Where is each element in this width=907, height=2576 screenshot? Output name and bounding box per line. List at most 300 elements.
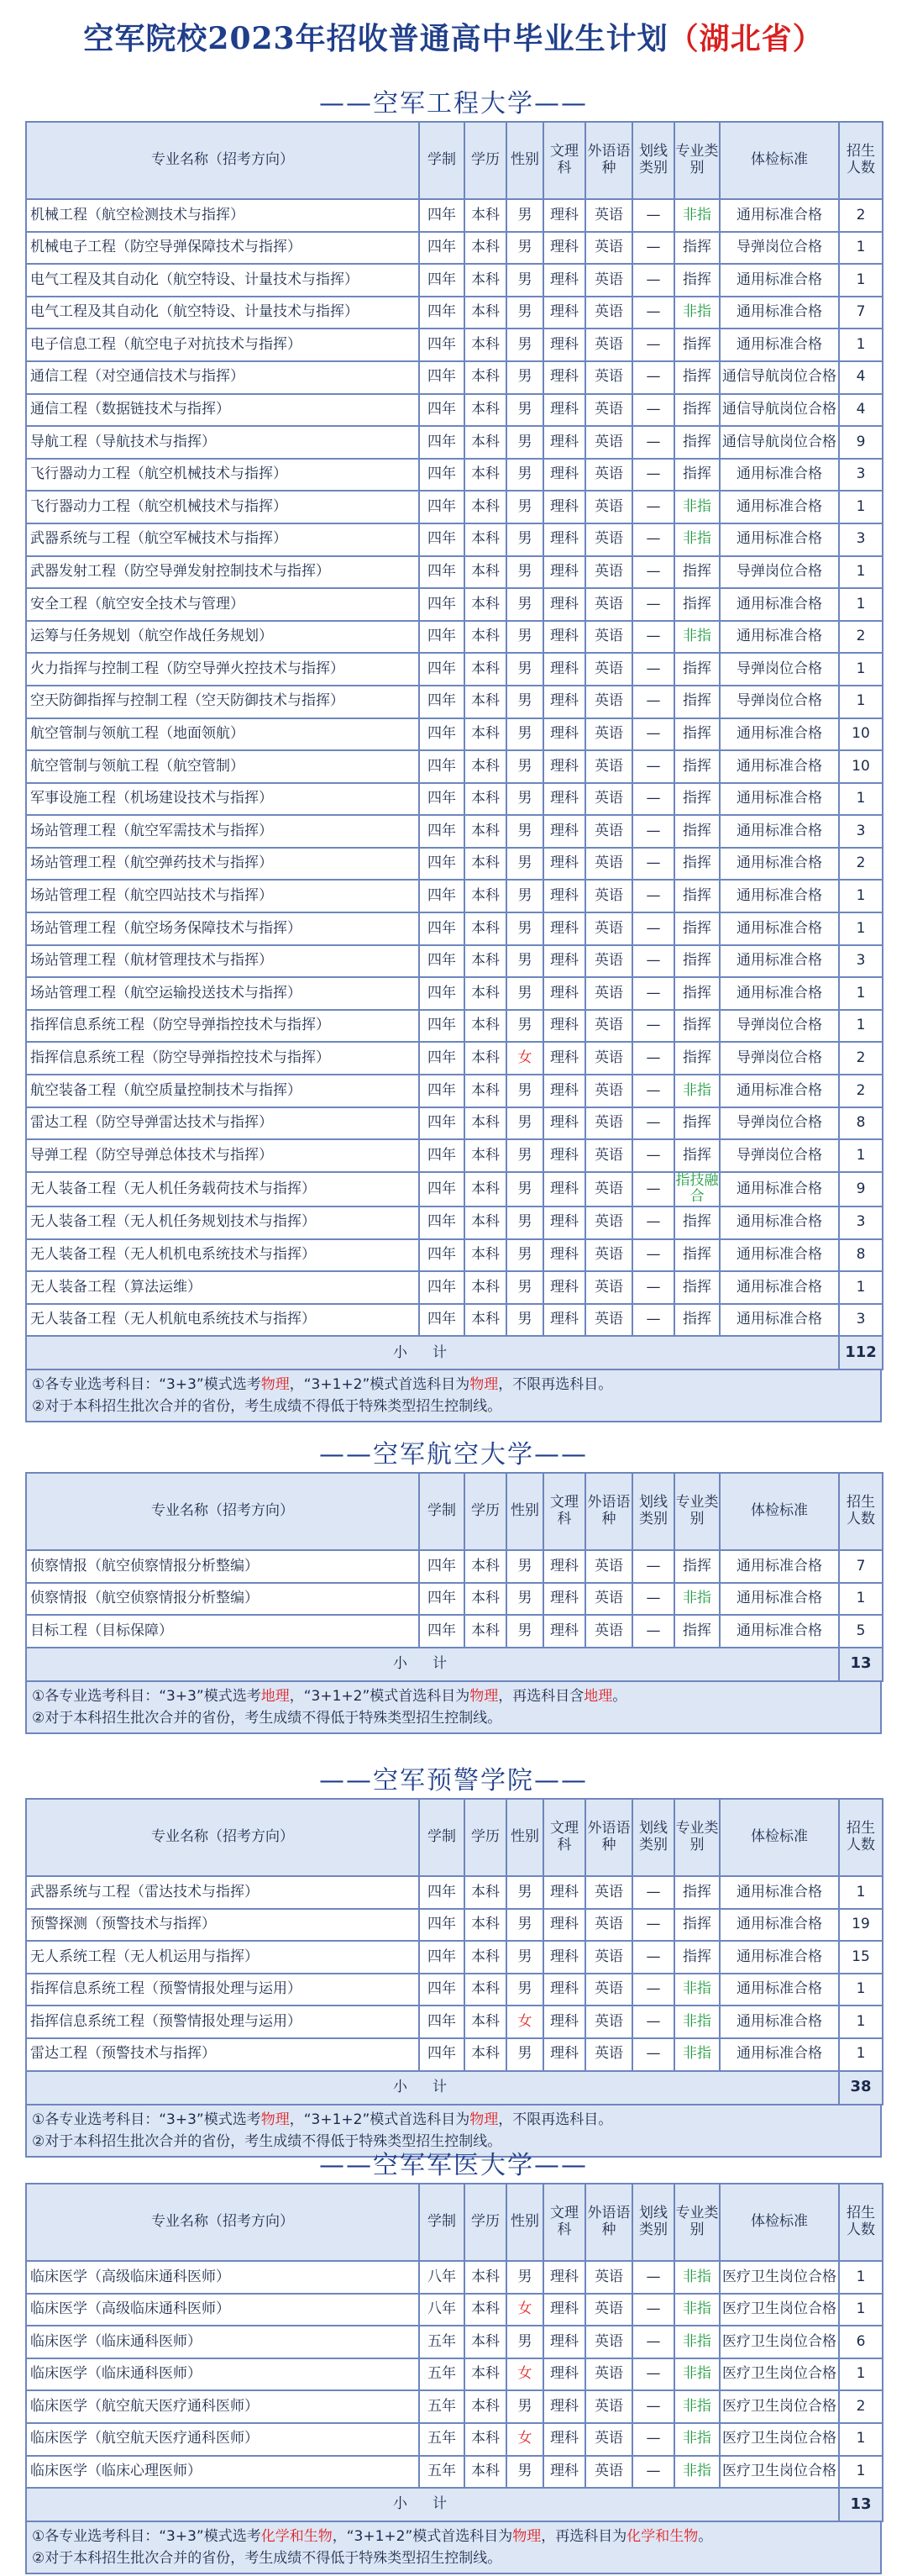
notes-box: [25, 1682, 882, 1734]
cell-physical-standard: 通用标准合格: [720, 783, 839, 816]
cell-enrollment: 1: [839, 329, 883, 361]
note-highlight: 地理: [584, 1687, 613, 1705]
cell-degree: 本科: [464, 1239, 506, 1272]
cell-language: 英语: [585, 653, 632, 686]
cell-major-name: 指挥信息系统工程（防空导弹指控技术与指挥）: [26, 1042, 419, 1075]
cell-degree: 本科: [464, 1107, 506, 1140]
cell-score-line: —: [632, 361, 674, 394]
cell-enrollment: 1: [839, 491, 883, 523]
cell-subject-type: 理科: [543, 2006, 585, 2038]
cell-subject-type: 理科: [543, 686, 585, 718]
table-row: [26, 588, 883, 621]
cell-major-category: 指挥: [674, 1941, 720, 1974]
cell-score-line: —: [632, 1042, 674, 1075]
cell-duration: 四年: [419, 1207, 464, 1239]
cell-major-name: 电子信息工程（航空电子对抗技术与指挥）: [26, 329, 419, 361]
cell-enrollment: 1: [839, 653, 883, 686]
cell-subject-type: 理科: [543, 2456, 585, 2489]
cell-major-name: 运筹与任务规划（航空作战任务规划）: [26, 621, 419, 654]
header-physical-standard: 体检标准: [720, 1799, 839, 1876]
cell-degree: 本科: [464, 394, 506, 427]
cell-language: 英语: [585, 1239, 632, 1272]
cell-score-line: —: [632, 1139, 674, 1172]
cell-language: 英语: [585, 588, 632, 621]
note-highlight: 地理: [260, 1687, 290, 1705]
table-row: [26, 1010, 883, 1043]
cell-enrollment: 2: [839, 1075, 883, 1107]
cell-subject-type: 理科: [543, 1583, 585, 1616]
cell-duration: 四年: [419, 912, 464, 945]
cell-major-category: 非指: [674, 2326, 720, 2358]
cell-gender: 男: [506, 1139, 543, 1172]
cell-physical-standard: 通用标准合格: [720, 523, 839, 556]
cell-gender: 男: [506, 1207, 543, 1239]
cell-physical-standard: 通用标准合格: [720, 848, 839, 881]
cell-enrollment: 1: [839, 2423, 883, 2456]
cell-language: 英语: [585, 977, 632, 1010]
header-subject-type: 文理科: [543, 1799, 585, 1876]
note-text: ①各专业选考科目：“3+3”模式选考: [32, 1687, 261, 1705]
cell-enrollment: 3: [839, 459, 883, 492]
cell-language: 英语: [585, 750, 632, 783]
cell-enrollment: 1: [839, 1974, 883, 2006]
cell-duration: 四年: [419, 588, 464, 621]
cell-language: 英语: [585, 361, 632, 394]
cell-gender: 男: [506, 945, 543, 978]
cell-subject-type: 理科: [543, 426, 585, 459]
cell-degree: 本科: [464, 1042, 506, 1075]
school-title: ——空军工程大学——: [319, 89, 588, 118]
cell-enrollment: 1: [839, 2038, 883, 2071]
cell-gender: 男: [506, 1550, 543, 1583]
cell-subject-type: 理科: [543, 297, 585, 329]
subtotal-row: [26, 1336, 883, 1369]
cell-major-name: 指挥信息系统工程（预警情报处理与运用）: [26, 2006, 419, 2038]
cell-score-line: —: [632, 2006, 674, 2038]
cell-physical-standard: 通用标准合格: [720, 1304, 839, 1337]
cell-language: 英语: [585, 912, 632, 945]
cell-physical-standard: 通用标准合格: [720, 491, 839, 523]
cell-score-line: —: [632, 2294, 674, 2326]
cell-enrollment: 2: [839, 621, 883, 654]
header-gender: 性别: [506, 1799, 543, 1876]
cell-score-line: —: [632, 848, 674, 881]
page-title-main: 空军院校2023年招收普通高中毕业生计划: [83, 21, 668, 56]
cell-enrollment: 10: [839, 718, 883, 751]
cell-gender: 男: [506, 2326, 543, 2358]
cell-degree: 本科: [464, 1139, 506, 1172]
cell-physical-standard: 导弹岗位合格: [720, 1139, 839, 1172]
table-row: [26, 750, 883, 783]
cell-subject-type: 理科: [543, 1909, 585, 1942]
note-text: ，不限再选科目。: [498, 2111, 613, 2128]
cell-major-name: 指挥信息系统工程（防空导弹指控技术与指挥）: [26, 1010, 419, 1043]
table-header-row: [26, 2184, 883, 2261]
cell-language: 英语: [585, 718, 632, 751]
cell-enrollment: 1: [839, 1583, 883, 1616]
cell-enrollment: 2: [839, 199, 883, 232]
cell-physical-standard: 导弹岗位合格: [720, 1107, 839, 1140]
cell-duration: 八年: [419, 2294, 464, 2326]
cell-major-category: 指挥: [674, 945, 720, 978]
cell-duration: 四年: [419, 1010, 464, 1043]
cell-gender: 女: [506, 2006, 543, 2038]
cell-language: 英语: [585, 2390, 632, 2423]
cell-gender: 女: [506, 2358, 543, 2391]
cell-major-category: 非指: [674, 2390, 720, 2423]
header-score-line: 划线类别: [632, 1473, 674, 1550]
cell-score-line: —: [632, 815, 674, 848]
cell-gender: 男: [506, 459, 543, 492]
table-row: [26, 2294, 883, 2326]
table-row: [26, 329, 883, 361]
cell-major-name: 雷达工程（预警技术与指挥）: [26, 2038, 419, 2071]
cell-subject-type: 理科: [543, 2326, 585, 2358]
cell-major-name: 机械电子工程（防空导弹保障技术与指挥）: [26, 232, 419, 265]
cell-enrollment: 9: [839, 426, 883, 459]
cell-degree: 本科: [464, 1207, 506, 1239]
cell-physical-standard: 通用标准合格: [720, 588, 839, 621]
cell-gender: 女: [506, 2423, 543, 2456]
cell-enrollment: 4: [839, 394, 883, 427]
cell-physical-standard: 通用标准合格: [720, 1075, 839, 1107]
cell-physical-standard: 通用标准合格: [720, 880, 839, 912]
cell-major-name: 临床医学（高级临床通科医师）: [26, 2261, 419, 2294]
cell-score-line: —: [632, 945, 674, 978]
cell-degree: 本科: [464, 880, 506, 912]
table-row: [26, 394, 883, 427]
cell-physical-standard: 医疗卫生岗位合格: [720, 2261, 839, 2294]
cell-major-category: 指挥: [674, 1107, 720, 1140]
cell-physical-standard: 通用标准合格: [720, 297, 839, 329]
cell-subject-type: 理科: [543, 588, 585, 621]
cell-gender: 男: [506, 1239, 543, 1272]
table-row: [26, 1974, 883, 2006]
cell-major-category: 指挥: [674, 1207, 720, 1239]
cell-gender: 男: [506, 1876, 543, 1909]
cell-degree: 本科: [464, 1974, 506, 2006]
header-subject-type: 文理科: [543, 122, 585, 199]
header-degree: 学历: [464, 1799, 506, 1876]
cell-enrollment: 3: [839, 523, 883, 556]
cell-score-line: —: [632, 2326, 674, 2358]
cell-language: 英语: [585, 2261, 632, 2294]
cell-major-name: 临床医学（航空航天医疗通科医师）: [26, 2390, 419, 2423]
cell-degree: 本科: [464, 1271, 506, 1304]
page-title: [0, 15, 907, 58]
cell-language: 英语: [585, 1139, 632, 1172]
cell-language: 英语: [585, 2294, 632, 2326]
cell-enrollment: 1: [839, 783, 883, 816]
cell-degree: 本科: [464, 232, 506, 265]
cell-language: 英语: [585, 1615, 632, 1648]
cell-subject-type: 理科: [543, 394, 585, 427]
table-row: [26, 1271, 883, 1304]
cell-major-category: 非指: [674, 2358, 720, 2391]
cell-physical-standard: 导弹岗位合格: [720, 556, 839, 589]
school-section-engineering: [25, 87, 882, 1422]
cell-enrollment: 1: [839, 2358, 883, 2391]
cell-duration: 四年: [419, 815, 464, 848]
table-row: [26, 1615, 883, 1648]
cell-physical-standard: 通用标准合格: [720, 199, 839, 232]
subtotal-row: [26, 2071, 883, 2105]
cell-enrollment: 1: [839, 264, 883, 297]
cell-degree: 本科: [464, 1941, 506, 1974]
cell-physical-standard: 导弹岗位合格: [720, 1042, 839, 1075]
note-text: ，“3+1+2”模式首选科目为: [332, 2528, 513, 2546]
cell-enrollment: 2: [839, 848, 883, 881]
cell-enrollment: 2: [839, 2390, 883, 2423]
cell-score-line: —: [632, 1941, 674, 1974]
cell-major-category: 指挥: [674, 232, 720, 265]
enrollment-table: [25, 2183, 883, 2522]
table-row: [26, 2038, 883, 2071]
cell-language: 英语: [585, 686, 632, 718]
cell-enrollment: 1: [839, 880, 883, 912]
header-subject-type: 文理科: [543, 1473, 585, 1550]
cell-language: 英语: [585, 1909, 632, 1942]
cell-major-category: 非指: [674, 1974, 720, 2006]
cell-major-category: 指挥: [674, 556, 720, 589]
cell-score-line: —: [632, 686, 674, 718]
cell-gender: 男: [506, 2456, 543, 2489]
cell-subject-type: 理科: [543, 1304, 585, 1337]
cell-subject-type: 理科: [543, 556, 585, 589]
cell-enrollment: 3: [839, 815, 883, 848]
cell-major-name: 预警探测（预警技术与指挥）: [26, 1909, 419, 1942]
cell-duration: 四年: [419, 1075, 464, 1107]
cell-degree: 本科: [464, 1909, 506, 1942]
cell-gender: 男: [506, 588, 543, 621]
cell-enrollment: 1: [839, 1139, 883, 1172]
cell-gender: 男: [506, 1974, 543, 2006]
cell-major-name: 航空管制与领航工程（航空管制）: [26, 750, 419, 783]
cell-score-line: —: [632, 1550, 674, 1583]
header-language: 外语语种: [585, 2184, 632, 2261]
cell-degree: 本科: [464, 556, 506, 589]
cell-subject-type: 理科: [543, 361, 585, 394]
cell-physical-standard: 通用标准合格: [720, 1615, 839, 1648]
header-score-line: 划线类别: [632, 2184, 674, 2261]
cell-major-name: 临床医学（临床心理医师）: [26, 2456, 419, 2489]
cell-major-category: 指技融合: [675, 1171, 719, 1206]
cell-major-name: 侦察情报（航空侦察情报分析整编）: [26, 1583, 419, 1616]
cell-degree: 本科: [464, 912, 506, 945]
cell-score-line: —: [632, 1075, 674, 1107]
cell-physical-standard: 通用标准合格: [720, 329, 839, 361]
cell-score-line: —: [632, 1207, 674, 1239]
cell-degree: 本科: [464, 523, 506, 556]
cell-language: 英语: [585, 1107, 632, 1140]
cell-duration: 五年: [419, 2358, 464, 2391]
cell-subject-type: 理科: [543, 1107, 585, 1140]
note-highlight: 物理: [260, 2111, 290, 2128]
cell-duration: 四年: [419, 783, 464, 816]
cell-subject-type: 理科: [543, 1941, 585, 1974]
cell-degree: 本科: [464, 297, 506, 329]
table-row: [26, 1239, 883, 1272]
cell-subject-type: 理科: [543, 1172, 585, 1207]
cell-duration: 五年: [419, 2456, 464, 2489]
cell-degree: 本科: [464, 2261, 506, 2294]
cell-degree: 本科: [464, 329, 506, 361]
cell-duration: 四年: [419, 718, 464, 751]
cell-language: 英语: [585, 426, 632, 459]
cell-physical-standard: 通用标准合格: [720, 621, 839, 654]
cell-physical-standard: 通用标准合格: [720, 718, 839, 751]
header-language: 外语语种: [585, 122, 632, 199]
cell-enrollment: 1: [839, 1271, 883, 1304]
cell-major-name: 指挥信息系统工程（预警情报处理与运用）: [26, 1974, 419, 2006]
cell-degree: 本科: [464, 750, 506, 783]
cell-enrollment: 15: [839, 1941, 883, 1974]
cell-score-line: —: [632, 653, 674, 686]
cell-duration: 四年: [419, 1941, 464, 1974]
cell-score-line: —: [632, 199, 674, 232]
cell-language: 英语: [585, 297, 632, 329]
note-line: [32, 1374, 875, 1396]
cell-duration: 四年: [419, 1583, 464, 1616]
table-row: [26, 2390, 883, 2423]
cell-score-line: —: [632, 880, 674, 912]
cell-subject-type: 理科: [543, 1876, 585, 1909]
cell-major-name: 航空管制与领航工程（地面领航）: [26, 718, 419, 751]
cell-duration: 四年: [419, 977, 464, 1010]
note-highlight: 物理: [512, 2528, 542, 2546]
cell-gender: 男: [506, 523, 543, 556]
header-enrollment: 招生人数: [839, 122, 883, 199]
cell-score-line: —: [632, 426, 674, 459]
table-row: [26, 523, 883, 556]
cell-gender: 男: [506, 1271, 543, 1304]
cell-subject-type: 理科: [543, 459, 585, 492]
note-text: 。: [698, 2528, 713, 2546]
table-row: [26, 361, 883, 394]
cell-subject-type: 理科: [543, 1139, 585, 1172]
table-row: [26, 2456, 883, 2489]
cell-physical-standard: 通用标准合格: [720, 1876, 839, 1909]
cell-physical-standard: 通用标准合格: [720, 264, 839, 297]
cell-enrollment: 6: [839, 2326, 883, 2358]
cell-physical-standard: 通用标准合格: [720, 2038, 839, 2071]
cell-degree: 本科: [464, 815, 506, 848]
cell-duration: 四年: [419, 1550, 464, 1583]
header-duration: 学制: [419, 1799, 464, 1876]
enrollment-table: [25, 1472, 883, 1682]
cell-major-category: 指挥: [674, 1010, 720, 1043]
cell-enrollment: 2: [839, 1042, 883, 1075]
cell-language: 英语: [585, 1304, 632, 1337]
header-language: 外语语种: [585, 1473, 632, 1550]
cell-duration: 四年: [419, 426, 464, 459]
school-section-aviation: [25, 1438, 882, 1734]
cell-duration: 四年: [419, 459, 464, 492]
cell-enrollment: 1: [839, 2261, 883, 2294]
table-row: [26, 1139, 883, 1172]
cell-duration: 四年: [419, 653, 464, 686]
subtotal-row: [26, 2488, 883, 2521]
cell-duration: 四年: [419, 232, 464, 265]
table-header-row: [26, 122, 883, 199]
cell-major-name: 飞行器动力工程（航空机械技术与指挥）: [26, 459, 419, 492]
cell-gender: 女: [506, 2294, 543, 2326]
header-major-category: 专业类别: [674, 2184, 720, 2261]
cell-score-line: —: [632, 394, 674, 427]
cell-score-line: —: [632, 2038, 674, 2071]
header-degree: 学历: [464, 122, 506, 199]
cell-duration: 四年: [419, 329, 464, 361]
subtotal-label: 小计: [26, 1648, 839, 1681]
cell-degree: 本科: [464, 1876, 506, 1909]
table-row: [26, 1304, 883, 1337]
cell-subject-type: 理科: [543, 232, 585, 265]
header-major-name: 专业名称（招考方向）: [26, 1473, 419, 1550]
cell-duration: 四年: [419, 1271, 464, 1304]
table-row: [26, 199, 883, 232]
cell-major-category: 指挥: [674, 686, 720, 718]
cell-physical-standard: 通用标准合格: [720, 1239, 839, 1272]
cell-gender: 男: [506, 1107, 543, 1140]
cell-language: 英语: [585, 459, 632, 492]
cell-subject-type: 理科: [543, 2390, 585, 2423]
cell-duration: 四年: [419, 523, 464, 556]
cell-enrollment: 8: [839, 1239, 883, 1272]
cell-degree: 本科: [464, 686, 506, 718]
cell-score-line: —: [632, 297, 674, 329]
note-text: ②对于本科招生批次合并的省份，考生成绩不得低于特殊类型招生控制线。: [32, 1709, 502, 1727]
notes-box: [25, 1370, 882, 1422]
cell-major-category: 指挥: [674, 1909, 720, 1942]
cell-degree: 本科: [464, 718, 506, 751]
cell-language: 英语: [585, 1042, 632, 1075]
subtotal-label: 小计: [26, 2071, 839, 2105]
cell-duration: 四年: [419, 1615, 464, 1648]
cell-major-name: 无人装备工程（无人机任务载荷技术与指挥）: [26, 1172, 419, 1207]
cell-major-category: 指挥: [674, 1876, 720, 1909]
cell-language: 英语: [585, 848, 632, 881]
cell-gender: 男: [506, 848, 543, 881]
cell-language: 英语: [585, 199, 632, 232]
cell-gender: 男: [506, 2038, 543, 2071]
cell-gender: 男: [506, 264, 543, 297]
cell-physical-standard: 通信导航岗位合格: [720, 361, 839, 394]
table-row: [26, 1909, 883, 1942]
cell-degree: 本科: [464, 783, 506, 816]
cell-score-line: —: [632, 329, 674, 361]
cell-degree: 本科: [464, 621, 506, 654]
header-physical-standard: 体检标准: [720, 2184, 839, 2261]
table-row: [26, 880, 883, 912]
cell-gender: 男: [506, 1172, 543, 1207]
cell-language: 英语: [585, 945, 632, 978]
cell-score-line: —: [632, 2358, 674, 2391]
cell-enrollment: 10: [839, 750, 883, 783]
cell-enrollment: 4: [839, 361, 883, 394]
cell-enrollment: 1: [839, 912, 883, 945]
subtotal-label: 小计: [26, 1336, 839, 1369]
cell-duration: 四年: [419, 2006, 464, 2038]
note-highlight: 物理: [469, 1687, 499, 1705]
cell-subject-type: 理科: [543, 945, 585, 978]
cell-major-name: 临床医学（临床通科医师）: [26, 2358, 419, 2391]
table-row: [26, 491, 883, 523]
cell-major-name: 场站管理工程（航空场务保障技术与指挥）: [26, 912, 419, 945]
cell-major-category: 指挥: [674, 750, 720, 783]
cell-major-category: 非指: [674, 621, 720, 654]
cell-major-category: 非指: [674, 523, 720, 556]
cell-score-line: —: [632, 2261, 674, 2294]
